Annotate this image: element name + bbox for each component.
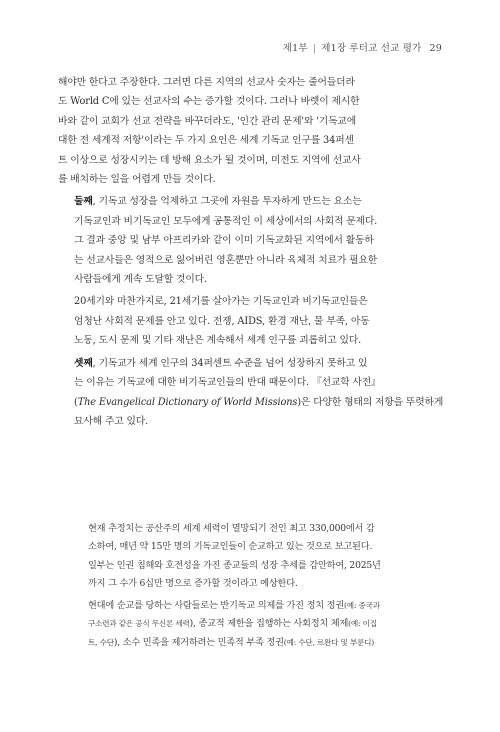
quote-paragraph-2 [88, 597, 450, 652]
text-line: 사람들에게 계속 도달할 것이다. [74, 274, 207, 286]
header-separator: | [312, 43, 317, 54]
book-title-italic: The Evangelical Dictionary of World Missions [77, 396, 298, 408]
paragraph-2 [58, 192, 456, 289]
small-note: 구소련과 같은 공식 무신론 세력 [88, 619, 190, 629]
page-number: 29 [429, 43, 442, 54]
text-line: 는 선교사들은 영적으로 잃어버린 영혼뿐만 아니라 육체적 치료가 필요한 [74, 254, 378, 266]
text-line: 엄청난 사회적 문제를 안고 있다. 전쟁, AIDS, 환경 재난, 물 부족, 아동 [74, 315, 370, 327]
text-line: 바와 같이 교회가 선교 전략을 바꾸더라도, '인간 관리 문제'와 '기독교에 [58, 115, 357, 127]
quote-line [88, 597, 450, 615]
quote-line [88, 615, 450, 633]
lead-word-third: 셋째 [74, 357, 93, 369]
quote-line: 현재 추정치는 공산주의 세계 세력이 멸망되기 전인 최고 330,000에서 감 [88, 523, 375, 534]
text-line: 트 이상으로 성장시키는 데 방해 요소가 될 것이며, 미전도 지역에 선교사 [58, 154, 361, 166]
small-note: 트, 수단 [88, 637, 114, 647]
paragraph-3 [58, 292, 456, 350]
quote-paragraph-1 [88, 520, 450, 593]
text-run: )은 다양한 형태의 저항을 뚜렷하게 [297, 396, 444, 408]
text-line [58, 393, 456, 412]
text-line: 20세기와 마찬가지로, 21세기를 살아가는 기독교인과 비기독교인들은 [74, 296, 368, 308]
text-line: 도 World C에 있는 선교사의 수는 증가할 것이다. 그러나 바렛이 제시한 [58, 96, 360, 108]
paragraph-4 [58, 354, 456, 432]
chapter-title: 제1장 루터교 선교 평가 [321, 43, 422, 54]
paragraph-1 [58, 73, 456, 189]
text-run: ), 소수 민족을 제거하려는 민족적 부족 정권 [113, 636, 284, 648]
text-line: 를 배치하는 일을 어렵게 만들 것이다. [58, 174, 216, 186]
small-note: (예: 중국과 [344, 601, 380, 611]
text-line: 노동, 도시 문제 및 기타 재난은 계속해서 세계 인구를 괴롭히고 있다. [74, 335, 362, 347]
text-line: 묘사해 주고 있다. [74, 415, 149, 427]
quote-line [88, 634, 450, 652]
text-run: , 기독교 성장을 억제하고 그곳에 자원을 투자하게 만드는 요소는 [92, 196, 362, 208]
text-run: ( [74, 396, 78, 408]
quote-line: 소하여, 매년 약 15만 명의 기독교인들이 순교하고 있는 것으로 보고된다. [88, 541, 373, 553]
block-quote [88, 520, 450, 656]
text-line: 그 결과 중앙 및 남부 아프리카와 같이 이미 기독교화된 지역에서 활동하 [74, 235, 374, 247]
text-line: 해야만 한다고 주장한다. 그러면 다른 지역의 선교사 숫자는 줄어들더라 [58, 77, 355, 88]
small-note: (예: 수단, 르완다 및 부룬디) [283, 637, 375, 647]
lead-word-second: 둘째 [74, 196, 93, 208]
part-label: 제1부 [282, 43, 308, 54]
body-text [58, 73, 456, 434]
quote-line: 일부는 인권 침해와 호전성을 가진 종교들의 성장 추세를 감안하여, 2025년 [88, 559, 381, 571]
text-line: 기독교인과 비기독교인 모두에게 공통적인 이 세상에서의 사회적 문제다. [74, 215, 378, 227]
text-run: 현대에 순교를 당하는 사람들로는 반기독교 의제를 가진 정치 정권 [88, 600, 344, 612]
small-note: (예: 이집 [348, 619, 377, 629]
text-line [58, 192, 456, 211]
text-line: 대한 전 세계적 저항'이라는 두 가지 요인은 세계 기독교 인구를 34퍼센 [58, 135, 354, 147]
text-line [58, 354, 456, 373]
running-header [283, 40, 442, 54]
text-run: , 기독교가 세계 인구의 34퍼센트 수준을 넘어 성장하지 못하고 있 [92, 357, 368, 369]
quote-line: 까지 그 수가 6십만 명으로 증가할 것이라고 예상한다. [88, 577, 298, 589]
text-run: ), 종교적 제한을 집행하는 사회정치 체제 [189, 618, 349, 630]
text-line: 는 이유는 기독교에 대한 비기독교인들의 반대 때문이다. 『선교학 사전』 [74, 377, 381, 389]
